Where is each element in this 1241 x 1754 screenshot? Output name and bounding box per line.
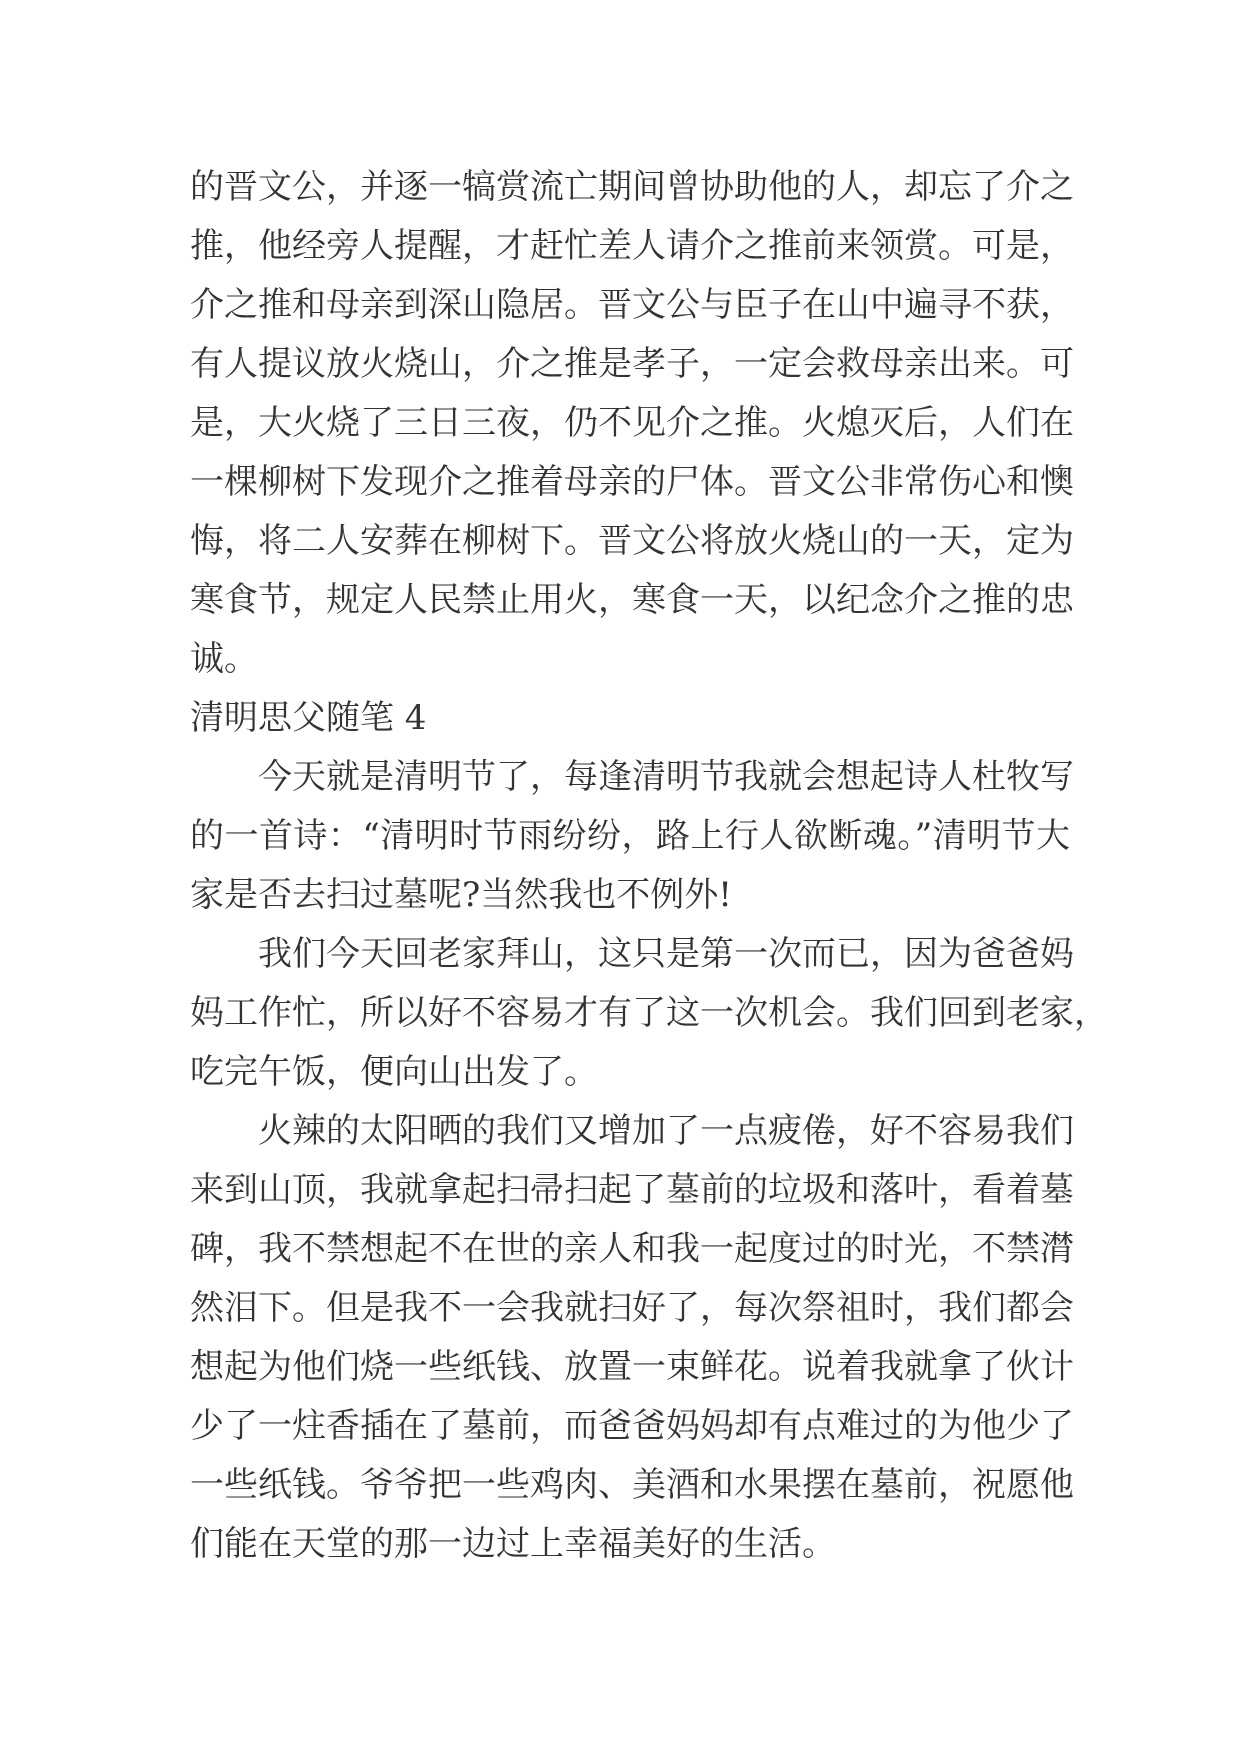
section-heading: 清明思父随笔 4 (190, 698, 427, 738)
text-line: 妈工作忙，所以好不容易才有了这一次机会。我们回到老家， (190, 993, 1108, 1033)
text-line: 是，大火烧了三日三夜，仍不见介之推。火熄灭后，人们在 (190, 403, 1074, 443)
text-line: 少了一炷香插在了墓前，而爸爸妈妈却有点难过的为他少了 (190, 1406, 1074, 1446)
document-body (190, 158, 1108, 1574)
intro-paragraph (190, 158, 1074, 689)
text-line: 诚。 (190, 639, 258, 679)
text-line: 家是否去扫过墓呢?当然我也不例外! (190, 875, 732, 915)
text-line: 的一首诗：“清明时节雨纷纷，路上行人欲断魂。”清明节大 (190, 816, 1070, 856)
text-line: 一些纸钱。爷爷把一些鸡肉、美酒和水果摆在墓前，祝愿他 (190, 1465, 1074, 1505)
paragraph-2 (190, 925, 1108, 1102)
text-line: 们能在天堂的那一边过上幸福美好的生活。 (190, 1524, 836, 1564)
text-line: 吃完午饭，便向山出发了。 (190, 1052, 598, 1092)
text-line: 寒食节，规定人民禁止用火，寒食一天，以纪念介之推的忠 (190, 580, 1074, 620)
text-line: 介之推和母亲到深山隐居。晋文公与臣子在山中遍寻不获， (190, 285, 1074, 325)
text-line: 悔，将二人安葬在柳树下。晋文公将放火烧山的一天，定为 (190, 521, 1074, 561)
text-line: 然泪下。但是我不一会我就扫好了，每次祭祖时，我们都会 (190, 1288, 1074, 1328)
text-line: 一棵柳树下发现介之推着母亲的尸体。晋文公非常伤心和懊 (190, 462, 1074, 502)
text-line: 想起为他们烧一些纸钱、放置一束鲜花。说着我就拿了伙计 (190, 1347, 1074, 1387)
text-line: 我们今天回老家拜山，这只是第一次而已，因为爸爸妈 (258, 934, 1074, 974)
text-line: 火辣的太阳晒的我们又增加了一点疲倦，好不容易我们 (258, 1111, 1074, 1151)
text-line: 今天就是清明节了，每逢清明节我就会想起诗人杜牧写 (258, 757, 1074, 797)
paragraph-3 (190, 1102, 1074, 1574)
text-line: 推，他经旁人提醒，才赶忙差人请介之推前来领赏。可是， (190, 226, 1074, 266)
text-line: 来到山顶，我就拿起扫帚扫起了墓前的垃圾和落叶，看着墓 (190, 1170, 1074, 1210)
text-line: 碑，我不禁想起不在世的亲人和我一起度过的时光，不禁潸 (190, 1229, 1074, 1269)
text-line: 的晋文公，并逐一犒赏流亡期间曾协助他的人，却忘了介之 (190, 167, 1074, 207)
text-line: 有人提议放火烧山，介之推是孝子，一定会救母亲出来。可 (190, 344, 1074, 384)
paragraph-1 (190, 748, 1074, 925)
